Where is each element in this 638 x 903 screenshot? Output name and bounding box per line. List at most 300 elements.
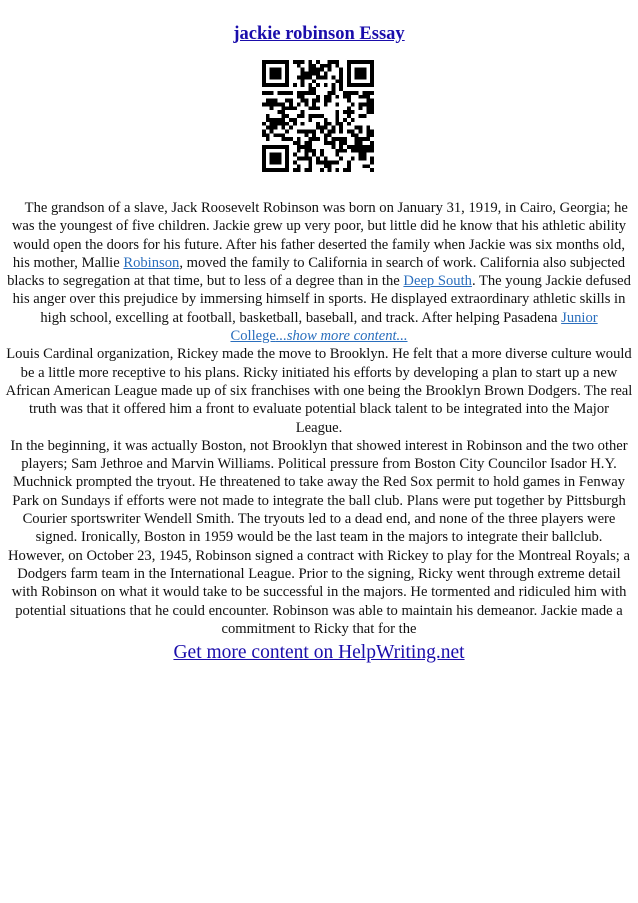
qr-module [328,160,332,164]
qr-module [274,133,278,137]
qr-module [328,95,332,99]
qr-module [308,157,312,161]
qr-module [270,99,274,103]
qr-module [316,114,320,118]
qr-module [270,102,274,106]
qr-module [328,164,332,168]
qr-module [332,91,336,95]
qr-module [285,153,289,157]
qr-module [370,160,374,164]
qr-module [328,122,332,126]
qr-module [347,145,351,149]
qr-module [362,91,366,95]
qr-module [370,149,374,153]
qr-module [285,145,289,149]
qr-module [355,68,359,72]
qr-module [297,137,301,141]
qr-module [328,168,332,172]
qr-module [281,102,285,106]
qr-module [266,126,270,130]
qr-module [297,75,301,79]
qr-module [347,110,351,114]
qr-module [324,126,328,130]
qr-module [293,141,297,145]
robinson-link[interactable]: Robinson [123,254,180,271]
qr-module [274,72,278,76]
qr-module [289,106,293,110]
qr-module [320,75,324,79]
qr-module [297,164,301,168]
qr-module [347,83,351,87]
qr-module [304,102,308,106]
qr-module [370,106,374,110]
qr-module [362,137,366,141]
qr-module [370,157,374,161]
qr-module [370,130,374,134]
qr-module [270,75,274,79]
qr-module [343,91,347,95]
qr-module [308,83,312,87]
qr-module [362,157,366,161]
qr-module [366,164,370,168]
qr-module [332,75,336,79]
qr-module [277,133,281,137]
qr-module [304,141,308,145]
qr-module [274,102,278,106]
qr-module [262,164,266,168]
qr-module [366,60,370,64]
paragraph-1 [4,199,634,345]
qr-module [293,106,297,110]
qr-module [277,102,281,106]
qr-module [324,164,328,168]
qr-module [312,106,316,110]
qr-module [301,130,305,134]
qr-module [266,114,270,118]
qr-module [347,95,351,99]
qr-module [355,149,359,153]
qr-module [359,130,363,134]
qr-module [328,60,332,64]
qr-module [297,114,301,118]
qr-module [285,83,289,87]
qr-module [266,137,270,141]
qr-module [366,137,370,141]
qr-module [370,91,374,95]
qr-module [324,102,328,106]
qr-module [370,133,374,137]
qr-module [347,79,351,83]
qr-module [324,122,328,126]
qr-module [277,157,281,161]
qr-module [281,137,285,141]
qr-module [355,133,359,137]
qr-module [347,68,351,72]
qr-module [274,68,278,72]
qr-module [366,110,370,114]
title-link[interactable]: jackie robinson Essay [233,24,405,44]
qr-module [262,60,266,64]
qr-module [339,145,343,149]
qr-module [262,102,266,106]
qr-module [297,102,301,106]
qr-module [262,157,266,161]
deep-south-link[interactable]: Deep South [403,273,472,290]
qr-module [304,149,308,153]
qr-module [316,83,320,87]
qr-module [355,126,359,130]
qr-module [274,157,278,161]
qr-module [301,60,305,64]
qr-module [324,72,328,76]
qr-module [301,145,305,149]
qr-module [328,99,332,103]
qr-module [355,145,359,149]
qr-module [320,153,324,157]
qr-module [320,149,324,153]
qr-module [266,118,270,122]
qr-module [335,153,339,157]
qr-module [359,102,363,106]
qr-module [266,83,270,87]
qr-module [308,141,312,145]
qr-module [335,79,339,83]
qr-module [312,114,316,118]
qr-module [312,133,316,137]
qr-module [324,99,328,103]
qr-module [370,60,374,64]
qr-module [270,60,274,64]
qr-module [335,110,339,114]
qr-module [370,64,374,68]
qr-module [332,126,336,130]
qr-module [320,130,324,134]
qr-module [270,122,274,126]
qr-module [324,157,328,161]
qr-module [285,99,289,103]
qr-module [301,75,305,79]
qr-module [262,64,266,68]
qr-module [308,106,312,110]
qr-module [362,114,366,118]
qr-module [339,130,343,134]
qr-module [308,72,312,76]
qr-module [304,153,308,157]
show-more-link[interactable]: ...show more content... [275,328,408,345]
qr-module [308,145,312,149]
qr-module [343,137,347,141]
qr-module [293,122,297,126]
qr-module [328,68,332,72]
qr-module [274,168,278,172]
qr-module [285,122,289,126]
qr-module [285,60,289,64]
qr-module [297,149,301,153]
qr-module [324,160,328,164]
qr-module [308,130,312,134]
qr-module [347,64,351,68]
qr-module [351,110,355,114]
qr-module [316,160,320,164]
qr-module [312,99,316,103]
qr-module [332,83,336,87]
qr-module [359,137,363,141]
qr-module [274,122,278,126]
qr-module [308,168,312,172]
qr-module [308,114,312,118]
qr-module [297,157,301,161]
qr-module [335,95,339,99]
qr-module [297,95,301,99]
qr-module [339,87,343,91]
qr-module [324,118,328,122]
qr-module [316,126,320,130]
qr-module [301,79,305,83]
qr-module [316,95,320,99]
qr-module [301,110,305,114]
qr-module [362,102,366,106]
qr-module [324,64,328,68]
qr-module [359,145,363,149]
qr-module [308,118,312,122]
qr-module [297,145,301,149]
qr-module [266,168,270,172]
qr-module [301,95,305,99]
qr-module [366,130,370,134]
qr-module [277,122,281,126]
qr-module [304,72,308,76]
qr-module [351,145,355,149]
qr-module [359,83,363,87]
p1-text-2: , moved the family to California in search of work. California also subjected blacks to segregation at that time, but to less of a degree than in the [7,254,626,290]
qr-module [281,83,285,87]
qr-module [339,75,343,79]
qr-module [328,64,332,68]
qr-module [339,68,343,72]
qr-module [359,126,363,130]
qr-module [277,145,281,149]
qr-module [359,95,363,99]
qr-module [312,149,316,153]
qr-module [359,157,363,161]
qr-module [339,149,343,153]
qr-module [281,106,285,110]
qr-module [312,91,316,95]
qr-module [262,149,266,153]
qr-module [277,68,281,72]
qr-module [370,72,374,76]
qr-module [359,153,363,157]
qr-module [339,72,343,76]
qr-module [351,60,355,64]
qr-module [304,145,308,149]
qr-module [320,160,324,164]
qr-module [289,118,293,122]
qr-module [355,72,359,76]
qr-module [266,60,270,64]
qr-module [262,91,266,95]
qr-module [281,126,285,130]
qr-module [347,106,351,110]
qr-module [335,149,339,153]
qr-module [262,72,266,76]
qr-module [362,149,366,153]
qr-module [355,141,359,145]
qr-module [320,114,324,118]
qr-module [262,160,266,164]
qr-module [343,95,347,99]
qr-module [266,102,270,106]
qr-module [281,118,285,122]
qr-module [359,68,363,72]
qr-module [293,60,297,64]
qr-module [328,130,332,134]
qr-module [312,130,316,134]
qr-module [281,91,285,95]
qr-module [351,91,355,95]
qr-module [335,118,339,122]
qr-module [308,75,312,79]
qr-module [277,72,281,76]
qr-module [285,160,289,164]
qr-module [304,168,308,172]
qr-module [351,149,355,153]
qr-module [274,99,278,103]
qr-module [339,79,343,83]
qr-module [328,133,332,137]
qr-module [308,91,312,95]
qr-module [274,83,278,87]
qr-module [347,99,351,103]
qr-module [274,75,278,79]
qr-module [270,168,274,172]
qr-module [262,168,266,172]
qr-module [285,130,289,134]
qr-module [316,99,320,103]
qr-module [339,157,343,161]
qr-module [370,145,374,149]
qr-module [320,126,324,130]
qr-module [332,141,336,145]
qr-module [270,130,274,134]
qr-module [270,160,274,164]
qr-module [293,168,297,172]
qr-module [301,68,305,72]
qr-module [297,60,301,64]
qr-module [270,153,274,157]
qr-module [316,106,320,110]
qr-module [312,64,316,68]
qr-module [320,68,324,72]
qr-module [262,133,266,137]
qr-module [297,168,301,172]
qr-module [270,126,274,130]
qr-module [366,95,370,99]
qr-module [304,133,308,137]
qr-module [324,83,328,87]
qr-module [312,87,316,91]
qr-module [277,83,281,87]
qr-module [266,99,270,103]
qr-module [301,122,305,126]
qr-module [320,64,324,68]
helpwriting-link[interactable]: Get more content on HelpWriting.net [173,642,465,663]
qr-module [262,130,266,134]
qr-module [262,153,266,157]
p1-text-3: . The young Jackie defused his anger over this prejudice by immersing himself in sports. He displayed extraordinary athletic skills in high school, excelling at football, basketball, baseball, and track. After helping Pasadena [12,273,631,326]
qr-module [355,83,359,87]
qr-code [262,60,374,172]
qr-module [351,83,355,87]
qr-module [266,133,270,137]
qr-module [355,60,359,64]
qr-module [270,106,274,110]
qr-module [362,72,366,76]
qr-module [301,114,305,118]
qr-module [362,145,366,149]
qr-module [335,160,339,164]
qr-module [304,75,308,79]
qr-module [332,137,336,141]
qr-module [262,122,266,126]
qr-module [347,75,351,79]
qr-module [274,60,278,64]
qr-module [277,60,281,64]
qr-module [301,157,305,161]
qr-module [285,137,289,141]
qr-module [301,91,305,95]
qr-module [285,114,289,118]
qr-module [351,130,355,134]
qr-module [355,91,359,95]
qr-module [359,149,363,153]
qr-module [266,145,270,149]
qr-module [277,153,281,157]
qr-module [359,75,363,79]
qr-module [274,160,278,164]
paragraph-3: In the beginning, it was actually Boston, not Brooklyn that showed interest in Robinson and the two other players; Sam Jethroe and Marvin Williams. Political pressure from Boston City Councilor Isador H.Y. Muchnick prompted the tryout. He threatened to take away the Red Sox permit to hold games in Fenway Park on Sundays if efforts were not made to integrate the ball club. Plans were put together by Pittsburgh Courier sportswriter Wendell Smith. The tryouts led to a dead end, and none of the three players were signed. Ironically, Boston in 1959 would be the last team in the majors to integrate their ballclub. [10,437,628,546]
qr-module [262,79,266,83]
qr-module [347,122,351,126]
qr-module [328,91,332,95]
qr-module [285,168,289,172]
qr-module [274,153,278,157]
qr-module [324,137,328,141]
qr-module [277,118,281,122]
qr-module [324,141,328,145]
qr-module [301,99,305,103]
qr-module [343,168,347,172]
qr-module [359,106,363,110]
qr-module [343,149,347,153]
qr-module [297,141,301,145]
qr-module [347,160,351,164]
qr-module [285,91,289,95]
qr-module [359,60,363,64]
junior-college-link[interactable]: Junior College [230,309,598,345]
qr-module [362,95,366,99]
qr-module [332,160,336,164]
qr-module [293,118,297,122]
qr-module [370,83,374,87]
qr-module [277,75,281,79]
qr-module [347,60,351,64]
qr-module [304,157,308,161]
qr-module [297,64,301,68]
qr-module [289,126,293,130]
qr-module [304,91,308,95]
essay-body [4,199,634,638]
